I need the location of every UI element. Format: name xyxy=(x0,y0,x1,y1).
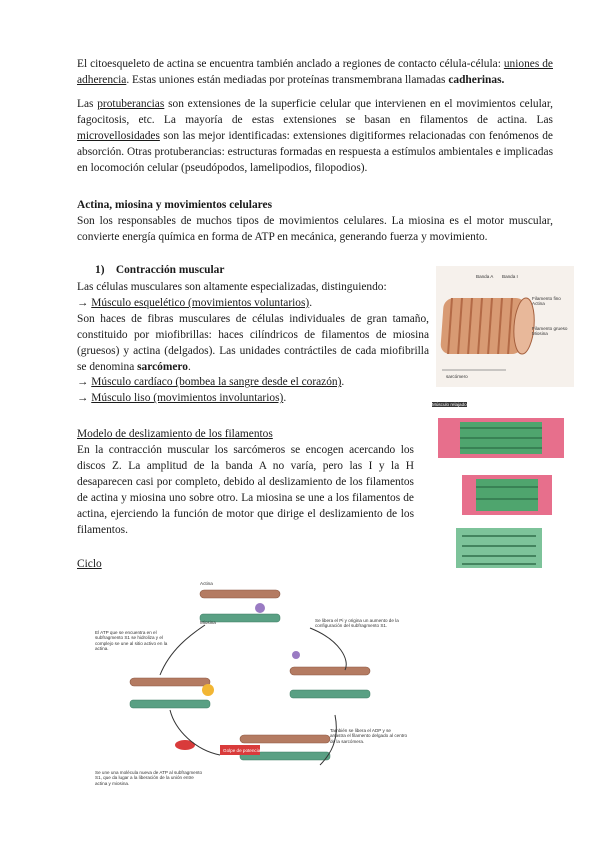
para-protuberancias: Las protuberancias son extensiones de la superficie celular que intervienen en el movimientos celular, fagocitosis, etc. La mayoría de estas extensiones se basan en filamentos de actina. Las microvellosidades son las mejor identificadas: extensiones digitiformes relacionadas con fenómenos de absorción. Otras protuberancias: estructuras formadas en respuesta a estímulos ambientales e implicadas en locomoción celular (pseudópodos, lamelipodios, filopodios). xyxy=(77,98,554,174)
heading-ciclo: Ciclo xyxy=(77,558,102,570)
cross-bridge-cycle-figure: Actina Miosina El ATP que se encuentra en el subfragmento S1 se hidroliza y el complejo se une al sitio activo en la actina. Se libera el Pi y origina un aumento de la configuración del subfragmento S1. También se libera el ADP y se arrastra el filamento delgado al centro de la sarcómera. Se une una molécula nueva de ATP al subfragmento S1, que da lugar a la liberación de la unión entre actina y miosina. Golpe de potencia xyxy=(90,580,410,802)
para-adherence: El citoesqueleto de actina se encuentra también anclado a regiones de contacto célula-célula: uniones de adherencia. Estas uniones están mediadas por proteínas transmembrana llamadas cadherinas. xyxy=(77,58,553,86)
section-heading-actina: Actina, miosina y movimientos celulares xyxy=(77,199,272,211)
sliding-filament-figure: Músculo relajado xyxy=(430,400,570,578)
para-modelo: En la contracción muscular los sarcómeros se encogen acercando los discos Z. La amplitud de la banda A no varía, pero las I y la H desaparecen casi por completo, debido al deslizamiento de los filamentos de actina y miosina uno sobre otro. La miosina se une a los filamentos de actina, ejerciendo la función de motor que dirige el deslizamiento de los filamentos. xyxy=(77,444,414,536)
heading-modelo: Modelo de deslizamiento de los filamentos xyxy=(77,428,273,440)
para-actina: Son los responsables de muchos tipos de movimientos celulares. La miosina es el motor muscular, convierte energía química en forma de ATP en mecánica, generando fuerza y movimiento. xyxy=(77,215,553,243)
list-heading-contraccion: 1) Contracción muscular xyxy=(95,264,225,276)
muscle-fiber-figure: Banda A Banda I Filamento fino Actina Filamento grueso Miosina sarcómero xyxy=(436,266,574,387)
para-celulas: Las células musculares son altamente especializadas, distinguiendo: → Músculo esquelético (movimientos voluntarios). Son haces de fibras musculares de células individuales de gran tamaño, constituido por miofibrillas: haces cilíndricos de filamentos de miosina (gruesos) y actina (delgados). Las unidades contráctiles de cada miofibrilla se denomina sarcómero. → Músculo cardíaco (bombea la sangre desde el corazón). → Músculo liso (movimientos involuntarios). xyxy=(77,281,429,405)
link-uniones-adherencia: uniones de adherencia xyxy=(77,58,553,86)
